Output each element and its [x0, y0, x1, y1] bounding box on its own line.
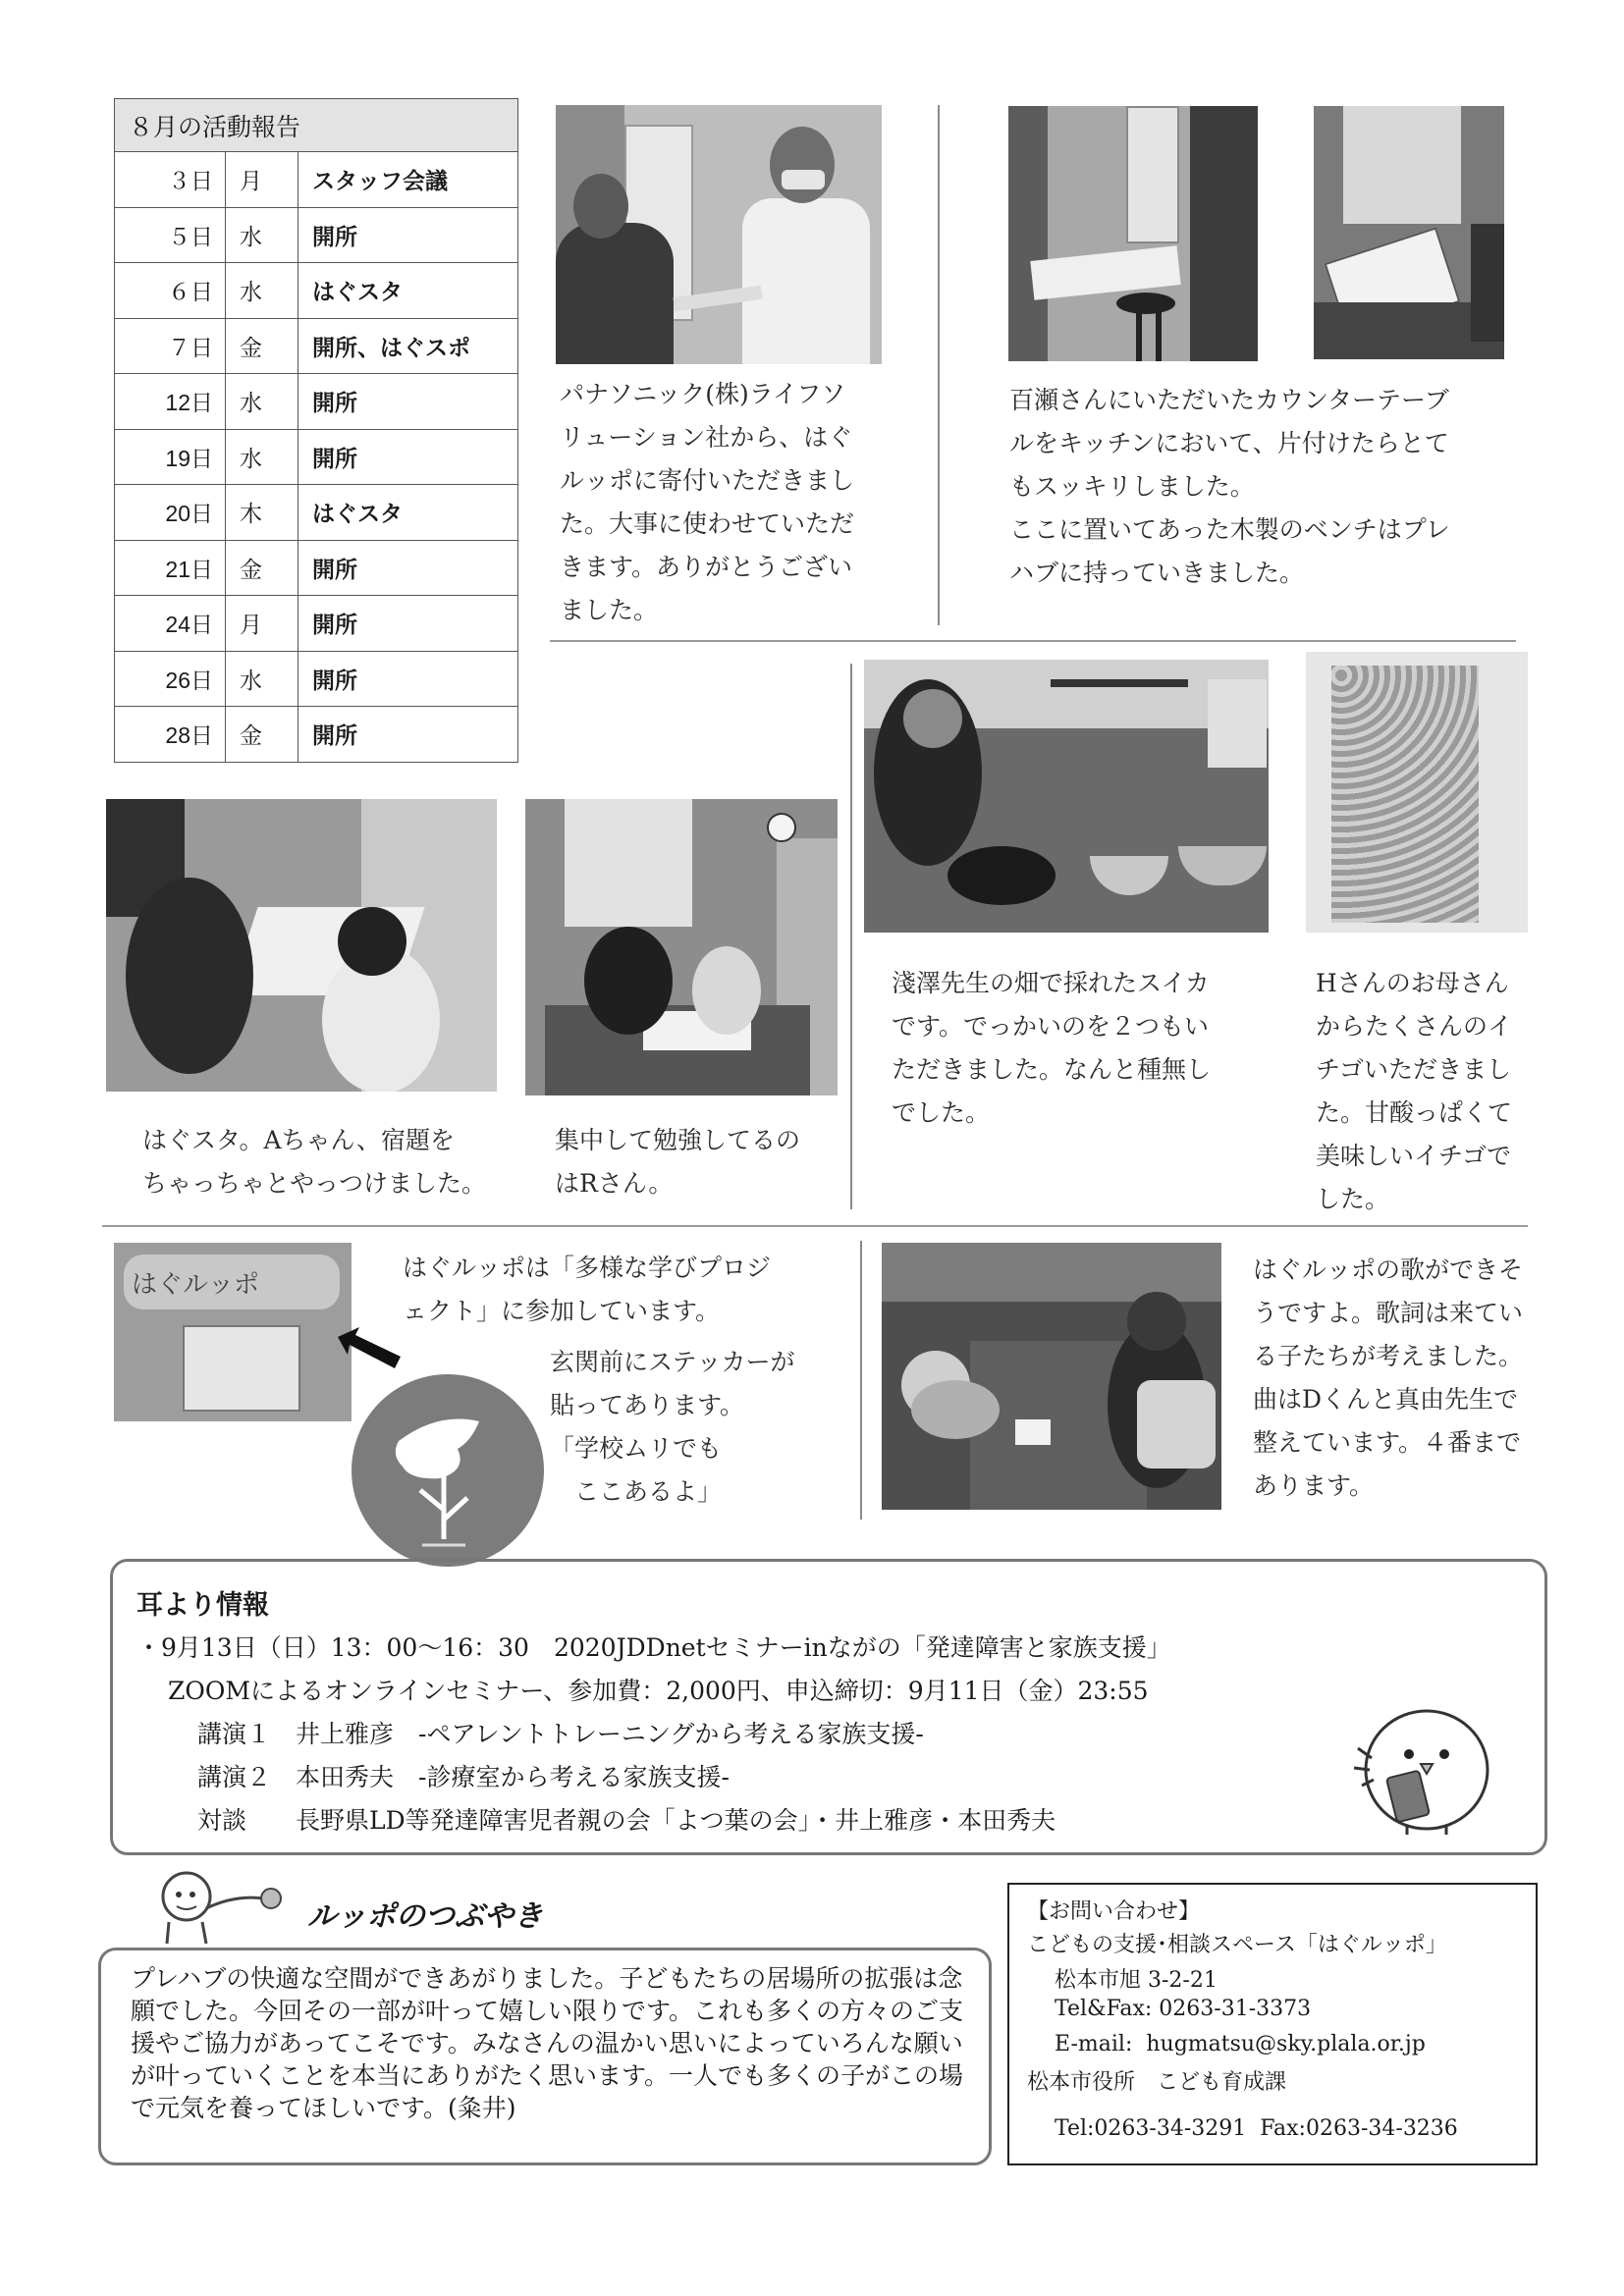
- activity-schedule-table: [114, 98, 518, 763]
- info-line-dialogue: 対談 長野県LD等発達障害児者親の会「よつ葉の会」・井上雅彦・本田秀夫: [197, 1806, 1056, 1835]
- divider-vertical-bottom: [860, 1241, 862, 1520]
- schedule-date: ５日: [115, 207, 226, 263]
- song-caption: はぐルッポの歌ができそ うですよ。歌詞は来てい る子たちが考えました。 曲はDくんと真由先生で 整えています。４番まで あります。: [1253, 1255, 1524, 1500]
- watermelon-caption: 淺澤先生の畑で採れたスイカ です。でっかいのを２つもい ただきました。なんと種無し でした。: [892, 969, 1212, 1127]
- schedule-event: 開所: [298, 596, 518, 652]
- schedule-weekday: 水: [226, 651, 298, 707]
- info-line-lecture2: 講演２ 本田秀夫 -診療室から考える家族支援-: [197, 1763, 730, 1791]
- schedule-row: [115, 207, 518, 263]
- schedule-event: 開所: [298, 429, 518, 485]
- schedule-date: 21日: [115, 540, 226, 596]
- schedule-event: 開所: [298, 374, 518, 430]
- info-box: [110, 1559, 1547, 1855]
- schedule-weekday: 水: [226, 263, 298, 319]
- schedule-date: ６日: [115, 263, 226, 319]
- study-caption: 集中して勉強してるの はRさん。: [555, 1126, 801, 1198]
- bird-mascot-icon: [1348, 1689, 1495, 1837]
- contact-office: 松本市役所 こども育成課: [1027, 2070, 1287, 2095]
- donation-caption: パナソニック(株)ライフソ リューション社から、はぐ ルッポに寄付いただきまし た。大事に使わせていただ きます。ありがとうござい ました。: [560, 380, 855, 624]
- schedule-row: [115, 485, 518, 541]
- schedule-row: [115, 651, 518, 707]
- tsubuyaki-text: プレハブの快適な空間ができあがりました。子どもたちの居場所の拡張は念願でした。今回その一部が叶って嬉しい限りです。これも多くの方々のご支援やご協力があってこそです。みなさんの温かい思いによっていろんな願いが叶っていくことを本当にありがたく思います。一人でも多くの子がこの場で元気を養ってほしいです。(粂井): [131, 1964, 964, 2122]
- counter-table-caption: 百瀬さんにいただいたカウンターテーブ ルをキッチンにおいて、片付けたらとて もスッキリしました。 ここに置いてあった木製のベンチはプレ ハブに持っていきました。: [1009, 386, 1450, 587]
- schedule-date: 20日: [115, 485, 226, 541]
- schedule-event: 開所: [298, 207, 518, 263]
- schedule-row: [115, 374, 518, 430]
- divider-horizontal-top: [550, 640, 1516, 642]
- schedule-weekday: 水: [226, 374, 298, 430]
- contact-email[interactable]: E-mail: hugmatsu@sky.plala.or.jp: [1055, 2032, 1426, 2056]
- tsubuyaki-box: [98, 1948, 992, 2165]
- tree-logo-icon: [342, 1372, 554, 1569]
- strawberry-caption: Hさんのお母さん からたくさんのイ チゴいただきまし た。甘酸っぱくて 美味しいイチゴで した。: [1316, 969, 1513, 1213]
- signboard-photo: [114, 1243, 352, 1421]
- divider-vertical-top: [938, 105, 940, 625]
- schedule-row: [115, 318, 518, 374]
- info-line-event: ・9月13日（日）13：00～16：30 2020JDDnetセミナーinながの「発達障害と家族支援」: [136, 1633, 1171, 1662]
- schedule-weekday: 木: [226, 485, 298, 541]
- monkey-mascot-icon: [147, 1865, 285, 1946]
- contact-box: [1007, 1883, 1538, 2165]
- schedule-event: スタッフ会議: [298, 152, 518, 208]
- schedule-weekday: 月: [226, 596, 298, 652]
- study-photo: [525, 799, 838, 1095]
- hagusta-photo: [106, 799, 497, 1092]
- schedule-row: [115, 263, 518, 319]
- schedule-date: 28日: [115, 707, 226, 763]
- contact-telfax: Tel&Fax: 0263-31-3373: [1055, 1997, 1312, 2021]
- info-line-zoom: ZOOMによるオンラインセミナー、参加費：2,000円、申込締切：9月11日（金）23:55: [168, 1677, 1149, 1705]
- schedule-event: 開所、はぐスポ: [298, 318, 518, 374]
- schedule-date: 12日: [115, 374, 226, 430]
- hagusta-caption: はぐスタ。Aちゃん、宿題を ちゃっちゃとやっつけました。: [142, 1126, 487, 1198]
- schedule-row: [115, 596, 518, 652]
- watermelon-photo: [864, 660, 1269, 933]
- schedule-event: 開所: [298, 540, 518, 596]
- schedule-weekday: 金: [226, 318, 298, 374]
- schedule-weekday: 金: [226, 540, 298, 596]
- schedule-row: [115, 540, 518, 596]
- tsubuyaki-title: ルッポのつぶやき: [307, 1899, 543, 1934]
- schedule-date: 19日: [115, 429, 226, 485]
- schedule-event: 開所: [298, 707, 518, 763]
- project-caption: はぐルッポは「多様な学びプロジ ェクト」に参加しています。: [403, 1254, 772, 1325]
- schedule-row: [115, 429, 518, 485]
- schedule-weekday: 水: [226, 429, 298, 485]
- divider-vertical-middle: [850, 664, 852, 1209]
- counter-table-photo: [1008, 106, 1258, 361]
- schedule-weekday: 水: [226, 207, 298, 263]
- divider-horizontal-middle: [102, 1225, 1528, 1227]
- schedule-date: 26日: [115, 651, 226, 707]
- contact-org: こどもの支援･相談スペース「はぐルッポ」: [1027, 1933, 1447, 1957]
- schedule-date: 24日: [115, 596, 226, 652]
- donation-photo: [556, 105, 882, 364]
- schedule-event: 開所: [298, 651, 518, 707]
- contact-title: 【お問い合わせ】: [1027, 1899, 1201, 1924]
- schedule-event: はぐスタ: [298, 485, 518, 541]
- contact-address: 松本市旭 3-2-21: [1055, 1968, 1218, 1993]
- song-photo: [882, 1243, 1221, 1510]
- schedule-event: はぐスタ: [298, 263, 518, 319]
- schedule-title: ８月の活動報告: [115, 99, 518, 152]
- strawberry-box-photo: [1306, 652, 1528, 933]
- schedule-date: ７日: [115, 318, 226, 374]
- bench-note-photo: [1314, 106, 1504, 359]
- signboard-text: はぐルッポ: [132, 1270, 260, 1300]
- info-line-lecture1: 講演１ 井上雅彦 -ペアレントトレーニングから考える家族支援-: [197, 1720, 924, 1748]
- schedule-row: [115, 152, 518, 208]
- arrow-icon: [338, 1327, 401, 1372]
- sticker-caption: 玄関前にステッカーが 貼ってあります。 「学校ムリでも ここあるよ」: [550, 1348, 795, 1506]
- schedule-row: [115, 707, 518, 763]
- schedule-weekday: 金: [226, 707, 298, 763]
- contact-office-tel: Tel:0263-34-3291 Fax:0263-34-3236: [1055, 2116, 1458, 2141]
- info-title: 耳より情報: [136, 1590, 269, 1621]
- schedule-date: ３日: [115, 152, 226, 208]
- schedule-weekday: 月: [226, 152, 298, 208]
